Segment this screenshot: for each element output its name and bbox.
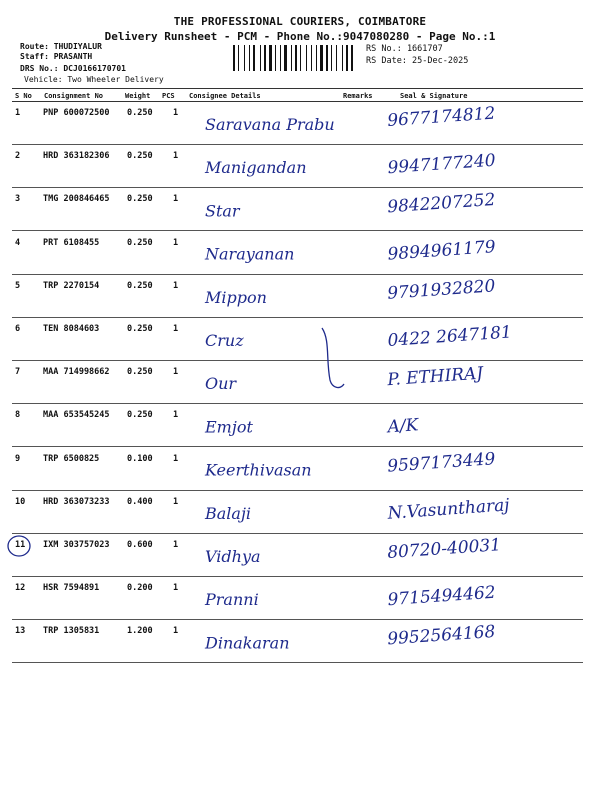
barcode-bar [293,45,294,71]
barcode-bar [336,45,337,71]
runsheet-title: Delivery Runsheet - PCM - Phone No.:9047080280 - Page No.:1 [104,30,496,43]
seal-signature: 9952564168 [386,621,496,650]
row-sno: 11 [15,540,26,550]
barcode-bar [275,45,276,71]
barcode-bar [238,45,239,71]
row-sno: 13 [15,626,26,637]
row-consignment-no: MAA 653545245 [43,410,110,421]
barcode-bar [311,45,312,71]
barcode-bar [256,45,259,71]
consignee-name: Dinakaran [205,633,290,653]
barcode-bar [338,45,341,71]
row-consignment-no: IXM 303757023 [43,540,110,550]
barcode-bar [354,45,355,71]
staff-label: Staff: PRASANTH [20,52,93,61]
barcode-bar [344,45,345,71]
row-sno: 12 [15,583,26,594]
barcode-bar [331,45,332,71]
barcode-bar [251,45,252,71]
consignee-name: Our [205,374,237,394]
row-pcs: 1 [173,151,179,162]
row-pcs: 1 [173,626,179,637]
row-pcs: 1 [173,540,179,550]
row-consignment-no: TMG 200846465 [43,194,110,205]
barcode-bar [298,45,299,71]
barcode-bar [326,45,328,71]
barcode-bar [264,45,266,71]
row-weight: 0.250 [127,237,153,248]
row-sno: 7 [15,367,21,378]
barcode-bar [288,45,290,71]
barcode-bar [313,45,315,71]
row-pcs: 1 [173,410,179,421]
table-row [12,577,583,620]
table-row [12,145,583,188]
row-sno: 9 [15,453,21,464]
row-consignment-no: HSR 7594891 [43,583,100,594]
consignee-name: Star [205,201,240,221]
consignee-name: Mippon [205,287,267,307]
col-consignment: Consignment No [44,92,104,100]
seal-signature: 80720-40031 [386,535,502,563]
barcode-bar [280,45,281,71]
consignee-name: Balaji [205,503,252,523]
barcode-bar [318,45,319,71]
barcode-bar [333,45,335,71]
consignee-name: Pranni [205,590,259,610]
table-row [12,404,583,447]
seal-signature: A/K [386,415,419,438]
row-sno: 10 [15,496,26,507]
company-title: THE PROFESSIONAL COURIERS, COIMBATORE [173,15,427,28]
barcode-bar [249,45,250,71]
seal-signature: 9791932820 [386,276,496,304]
row-consignment-no: TRP 1305831 [43,626,100,637]
seal-signature: N.Vasuntharaj [386,495,511,524]
table-row [12,534,583,577]
row-pcs: 1 [173,237,179,248]
consignee-name: Manigandan [205,158,307,178]
consignee-name: Saravana Prabu [205,115,335,134]
col-seal: Seal & Signature [400,92,468,100]
col-weight: Weight [125,92,151,100]
row-pcs: 1 [173,496,179,507]
barcode-bar [291,45,292,71]
row-consignment-no: HRD 363182306 [43,151,110,162]
barcode-bar [342,45,343,71]
row-weight: 0.250 [127,280,153,291]
row-pcs: 1 [173,108,179,118]
vehicle-label: Vehicle: Two Wheeler Delivery [24,75,164,84]
barcode-bar [320,45,323,71]
barcode-bar [324,45,325,71]
seal-signature: 9677174812 [386,103,496,131]
row-consignment-no: PNP 600072500 [43,108,110,118]
col-pcs: PCS [162,92,175,100]
barcode-bar [284,45,287,71]
barcode-bar [244,45,245,71]
barcode-bar [267,45,268,71]
barcode [233,45,361,71]
consignee-name: Emjot [205,417,253,437]
barcode-bar [351,45,353,71]
barcode-bar [316,45,317,71]
seal-signature: 9947177240 [386,150,497,179]
table-row [12,232,583,275]
barcode-bar [295,45,297,71]
row-weight: 1.200 [127,626,153,637]
barcode-bar [260,45,261,71]
table-row [12,102,583,145]
row-sno: 5 [15,280,21,291]
table-row [12,188,583,231]
table-row [12,318,583,361]
barcode-bar [277,45,279,71]
barcode-bar [302,45,305,71]
barcode-bar [329,45,330,71]
row-consignment-no: TRP 6500825 [43,453,100,464]
barcode-bar [300,45,301,71]
row-weight: 0.250 [127,324,153,334]
row-weight: 0.250 [127,151,153,162]
barcode-bar [240,45,243,71]
seal-signature: 9842207252 [386,189,496,218]
table-row [12,275,583,318]
row-pcs: 1 [173,367,179,378]
row-pcs: 1 [173,324,179,334]
table-row [12,491,583,534]
seal-signature: 0422 2647181 [386,322,513,351]
barcode-bar [269,45,272,71]
row-pcs: 1 [173,280,179,291]
seal-signature: 9894961179 [386,237,497,265]
route-label: Route: THUDIYALUR [20,42,102,51]
row-weight: 0.600 [127,540,153,550]
drs-label: DRS No.: DCJ0166170701 [20,64,126,73]
consignee-name: Vidhya [205,547,261,566]
seal-signature: 9597173449 [386,449,496,477]
table-row [12,620,583,663]
rs-number: RS No.: 1661707 [366,44,443,54]
row-weight: 0.100 [127,453,153,464]
row-consignment-no: HRD 363073233 [43,496,110,507]
barcode-bar [282,45,283,71]
barcode-bar [246,45,248,71]
row-pcs: 1 [173,453,179,464]
barcode-bar [306,45,307,71]
row-pcs: 1 [173,194,179,205]
row-weight: 0.200 [127,583,153,594]
row-divider [12,662,583,663]
col-sno: S No [15,92,32,100]
col-remarks: Remarks [343,92,373,100]
row-sno: 3 [15,194,21,205]
row-sno: 6 [15,324,21,334]
row-consignment-no: TRP 2270154 [43,280,100,291]
rs-date: RS Date: 25-Dec-2025 [366,56,469,66]
row-sno: 8 [15,410,21,421]
row-sno: 2 [15,151,21,162]
row-pcs: 1 [173,583,179,594]
consignee-name: Keerthivasan [205,460,312,480]
row-weight: 0.400 [127,496,153,507]
row-sno: 1 [15,108,21,118]
row-consignment-no: PRT 6108455 [43,237,100,248]
row-weight: 0.250 [127,410,153,421]
table-row [12,361,583,404]
consignee-name: Cruz [205,331,244,350]
consignee-name: Narayanan [205,244,295,264]
barcode-bar [349,45,350,71]
row-weight: 0.250 [127,194,153,205]
barcode-bar [233,45,235,71]
seal-signature: P. ETHIRAJ [386,363,484,391]
col-consignee: Consignee Details [189,92,261,100]
barcode-bar [262,45,263,71]
row-weight: 0.250 [127,108,153,118]
row-consignment-no: TEN 8084603 [43,324,100,334]
seal-signature: 9715494462 [386,582,497,611]
barcode-bar [308,45,310,71]
row-consignment-no: MAA 714998662 [43,367,110,378]
header-top-rule [12,88,583,89]
table-row [12,448,583,491]
barcode-bar [346,45,348,71]
barcode-bar [253,45,255,71]
row-sno: 4 [15,237,21,248]
row-weight: 0.250 [127,367,153,378]
barcode-bar [236,45,237,71]
barcode-bar [273,45,274,71]
